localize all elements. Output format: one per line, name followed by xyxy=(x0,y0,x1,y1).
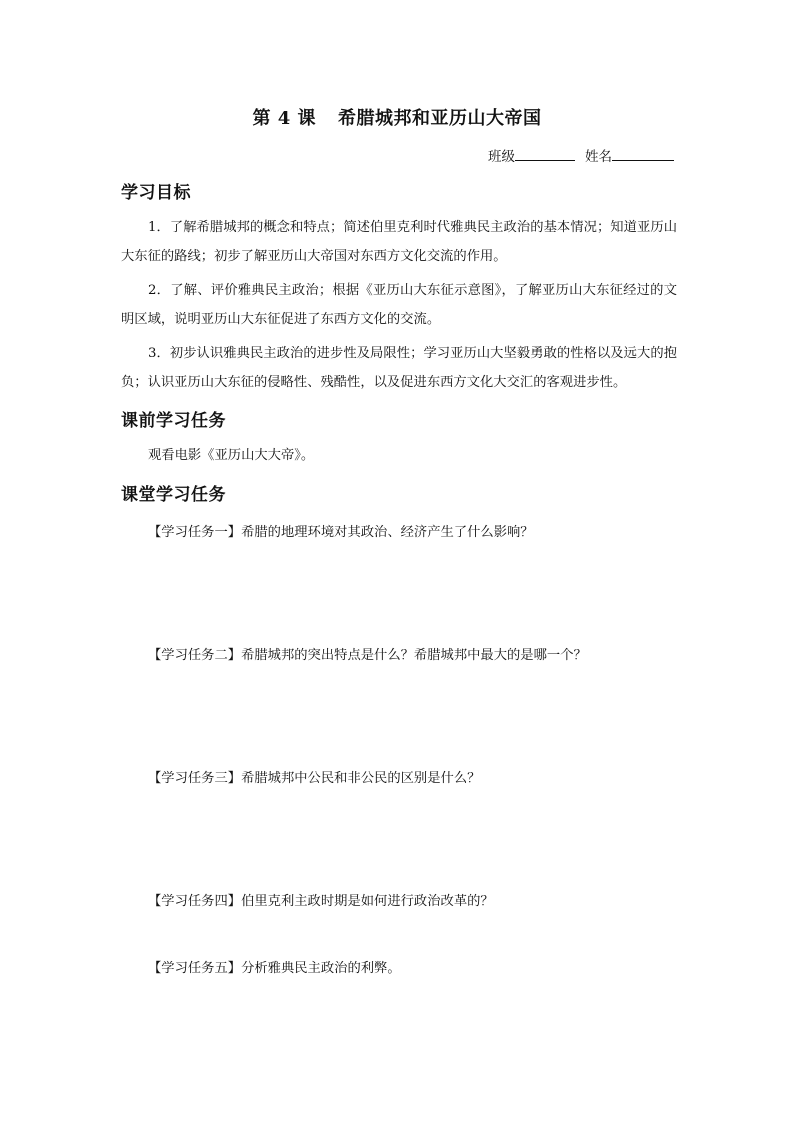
objective-3: 3．初步认识雅典民主政治的进步性及局限性；学习亚历山大坚毅勇敢的性格以及远大的抱负；认识亚历山大东征的侵略性、残酷性，以及促进东西方文化大交汇的客观进步性。 xyxy=(121,346,677,390)
task-5: 【学习任务五】分析雅典民主政治的利弊。 xyxy=(148,961,401,976)
class-blank xyxy=(515,148,575,161)
name-label: 姓名 xyxy=(585,149,612,165)
class-label: 班级 xyxy=(488,149,515,165)
student-info-line xyxy=(488,145,674,165)
lesson-name: 希腊城邦和亚历山大帝国 xyxy=(338,108,542,129)
task-2: 【学习任务二】希腊城邦的突出特点是什么？希腊城邦中最大的是哪一个？ xyxy=(148,648,587,663)
task-4: 【学习任务四】伯里克利主政时期是如何进行政治改革的？ xyxy=(148,894,494,909)
name-blank xyxy=(612,148,674,161)
objective-2: 2．了解、评价雅典民主政治；根据《亚历山大东征示意图》，了解亚历山大东征经过的文明区域，说明亚历山大东征促进了东西方文化的交流。 xyxy=(121,283,677,327)
preclass-heading: 课前学习任务 xyxy=(121,411,226,431)
lesson-number: 第 4 课 xyxy=(252,108,317,129)
task-3: 【学习任务三】希腊城邦中公民和非公民的区别是什么？ xyxy=(148,771,481,786)
objective-1: 1．了解希腊城邦的概念和特点；简述伯里克利时代雅典民主政治的基本情况；知道亚历山大东征的路线；初步了解亚历山大帝国对东西方文化交流的作用。 xyxy=(121,220,677,264)
objectives-heading: 学习目标 xyxy=(121,183,191,203)
task-1: 【学习任务一】希腊的地理环境对其政治、经济产生了什么影响？ xyxy=(148,525,534,540)
lesson-title xyxy=(0,104,794,130)
inclass-heading: 课堂学习任务 xyxy=(121,485,226,505)
preclass-task: 观看电影《亚历山大大帝》。 xyxy=(148,448,315,463)
